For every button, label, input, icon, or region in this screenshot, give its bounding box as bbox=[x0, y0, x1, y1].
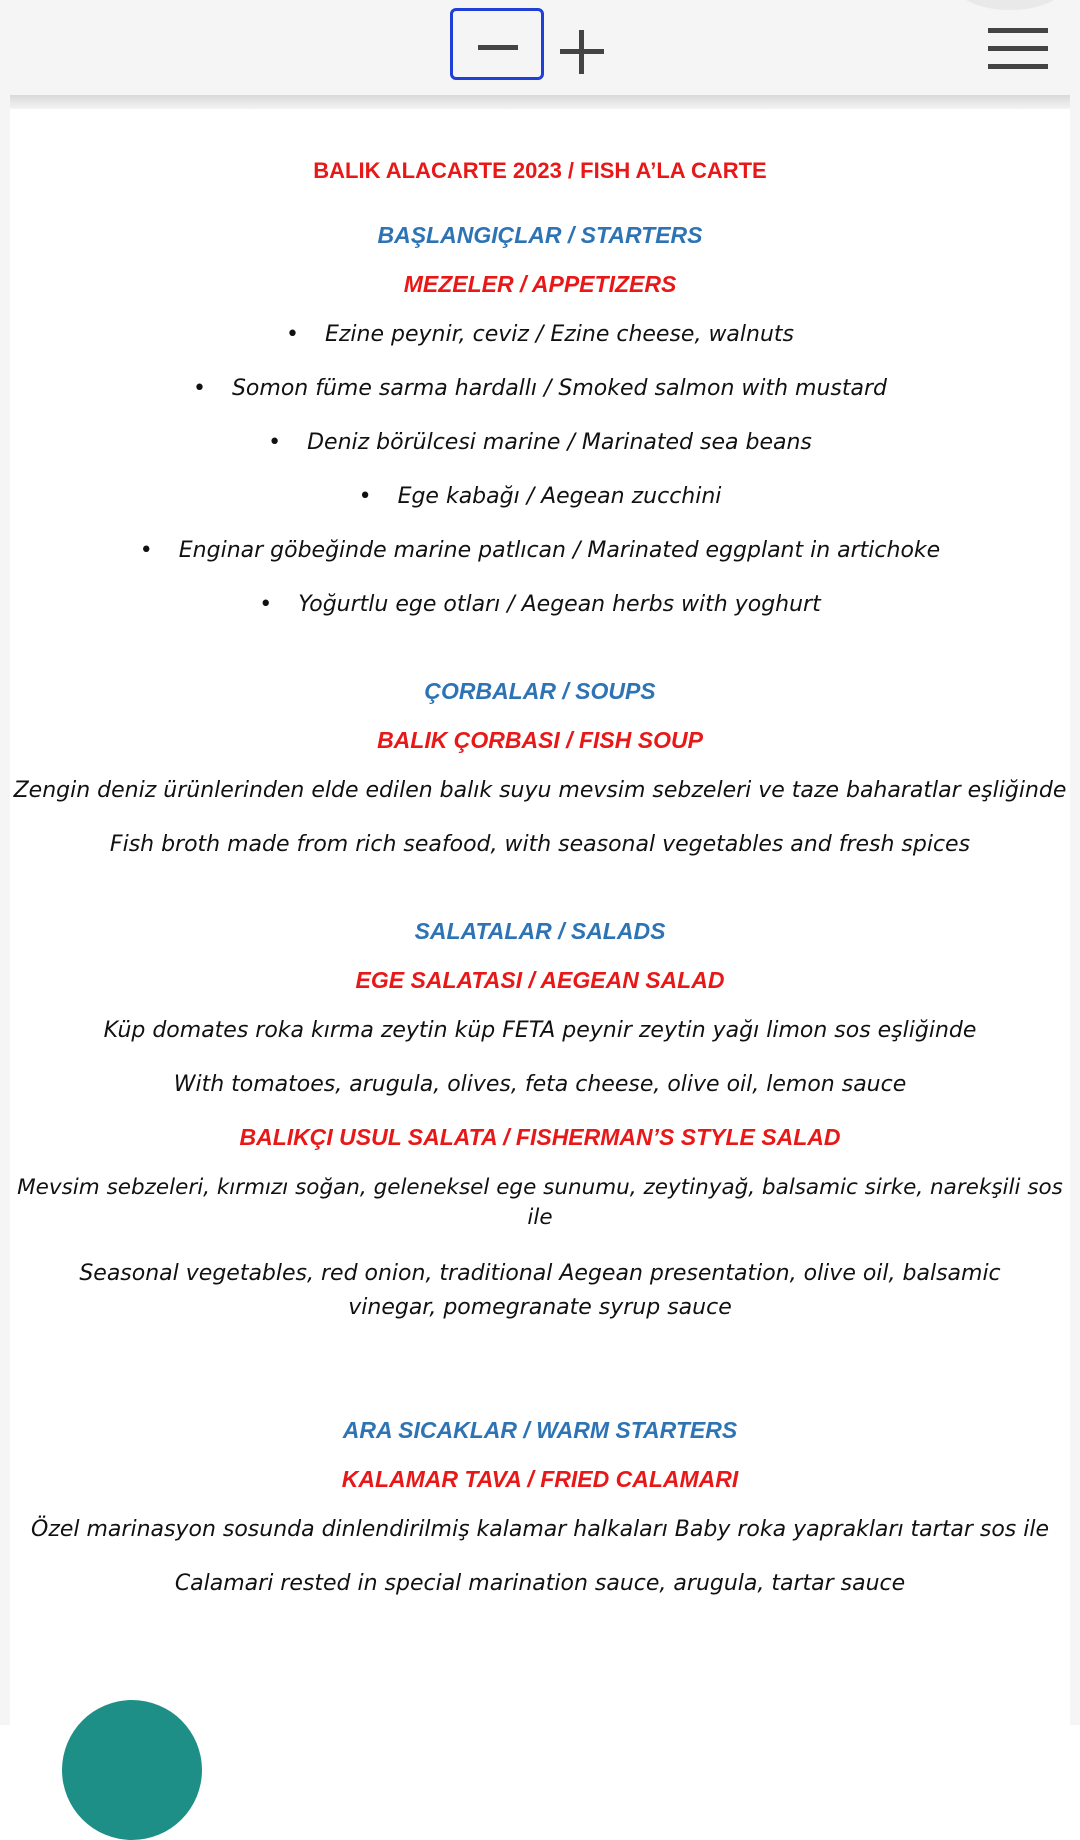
chat-bubble-button[interactable] bbox=[62, 1700, 202, 1840]
dish-description-tr: Küp domates roka kırma zeytin küp FETA peynir zeytin yağı limon sos eşliğinde bbox=[103, 1018, 977, 1043]
bullet-icon: • bbox=[286, 322, 299, 347]
bullet-icon: • bbox=[139, 538, 153, 563]
menu-document bbox=[0, 150, 1080, 1623]
list-item: • Ege kabağı / Aegean zucchini bbox=[358, 484, 722, 509]
zoom-in-button[interactable] bbox=[560, 30, 604, 74]
list-item: • Ezine peynir, ceviz / Ezine cheese, walnuts bbox=[286, 322, 794, 347]
list-item: • Somon füme sarma hardallı / Smoked salmon with mustard bbox=[192, 376, 888, 401]
dish-description-en: Calamari rested in special marination sauce, arugula, tartar sauce bbox=[174, 1571, 906, 1596]
corner-shadow bbox=[955, 0, 1065, 10]
hamburger-menu-icon[interactable] bbox=[988, 28, 1048, 70]
bullet-icon: • bbox=[192, 376, 206, 401]
section-heading-warm-starters: ARA SICAKLAR / WARM STARTERS bbox=[342, 1417, 738, 1443]
bullet-icon: • bbox=[268, 430, 282, 455]
dish-description-tr: Zengin deniz ürünlerinden elde edilen balık suyu mevsim sebzeleri ve taze baharatlar eşliğinde bbox=[13, 778, 1067, 803]
dish-description-en: With tomatoes, arugula, olives, feta cheese, olive oil, lemon sauce bbox=[173, 1072, 907, 1097]
dish-name-fried-calamari: KALAMAR TAVA / FRIED CALAMARI bbox=[341, 1466, 739, 1492]
dish-description-tr: Mevsim sebzeleri, kırmızı soğan, geleneksel ege sunumu, zeytinyağ, balsamic sirke, narekşili sos ile bbox=[17, 1175, 1063, 1230]
bullet-icon: • bbox=[358, 484, 372, 509]
section-heading-starters: BAŞLANGIÇLAR / STARTERS bbox=[377, 222, 703, 248]
dish-description-tr: Özel marinasyon sosunda dinlendirilmiş kalamar halkaları Baby roka yaprakları tartar sos ile bbox=[31, 1517, 1049, 1542]
menu-title: BALIK ALACARTE 2023 / FISH A’LA CARTE bbox=[313, 158, 767, 183]
list-item: • Yoğurtlu ege otları / Aegean herbs with yoghurt bbox=[259, 592, 821, 617]
list-item: • Deniz börülcesi marine / Marinated sea beans bbox=[268, 430, 812, 455]
toolbar-shadow bbox=[10, 95, 1070, 109]
zoom-out-button[interactable] bbox=[450, 8, 544, 80]
subheading-appetizers: MEZELER / APPETIZERS bbox=[403, 271, 677, 297]
bullet-icon: • bbox=[259, 592, 273, 617]
list-item: • Enginar göbeğinde marine patlıcan / Marinated eggplant in artichoke bbox=[139, 538, 941, 563]
zoom-toolbar bbox=[0, 0, 1080, 101]
section-heading-salads: SALATALAR / SALADS bbox=[414, 918, 666, 944]
minus-icon bbox=[478, 45, 518, 50]
dish-name-fish-soup: BALIK ÇORBASI / FISH SOUP bbox=[377, 727, 703, 753]
section-heading-soups: ÇORBALAR / SOUPS bbox=[424, 678, 656, 704]
dish-description-en: Seasonal vegetables, red onion, traditional Aegean presentation, olive oil, balsamic vinegar, pomegranate syrup sauce bbox=[79, 1261, 1001, 1320]
dish-name-aegean-salad: EGE SALATASI / AEGEAN SALAD bbox=[355, 967, 725, 993]
dish-name-fisherman-salad: BALIKÇI USUL SALATA / FISHERMAN’S STYLE SALAD bbox=[239, 1124, 841, 1150]
dish-description-en: Fish broth made from rich seafood, with seasonal vegetables and fresh spices bbox=[109, 832, 971, 857]
